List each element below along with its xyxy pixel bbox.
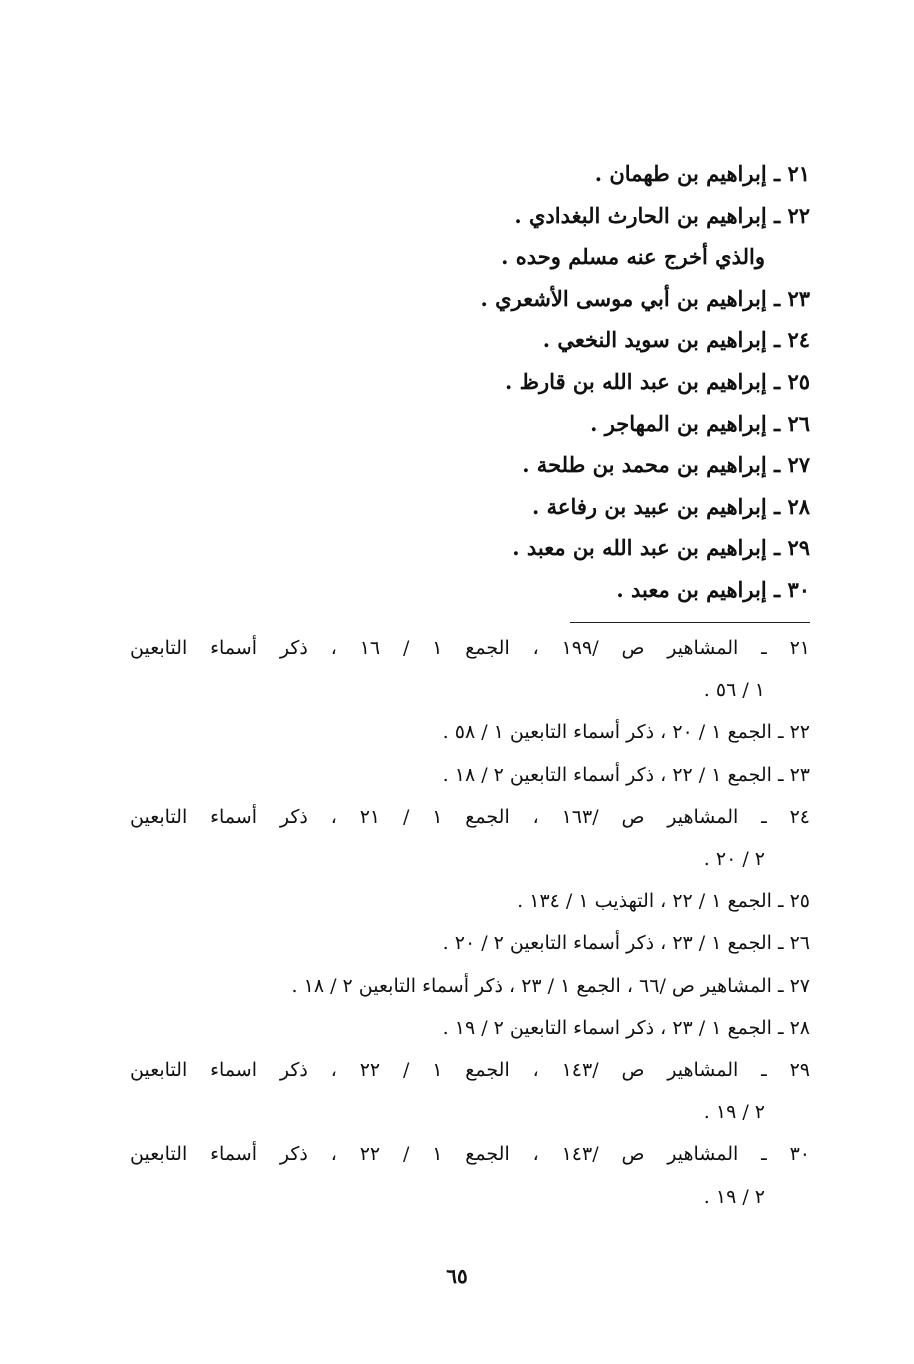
narrator-list (250, 153, 810, 611)
footnote-28: ٢٨ ـ الجمع ١ / ٢٣ ، ذكر اسماء التابعين ٢ / ١٩ . (442, 1016, 810, 1039)
footnote-25: ٢٥ ـ الجمع ١ / ٢٢ ، التهذيب ١ / ١٣٤ . (517, 890, 810, 913)
footnote-30: ٣٠ ـ المشاهير ص /١٤٣ ، الجمع ١ / ٢٢ ، ذكر أسماء التابعين (130, 1143, 810, 1166)
entry-22: ٢٢ ـ إبراهيم بن الحارث البغدادي . (514, 202, 810, 228)
entry-28: ٢٨ ـ إبراهيم بن عبيد بن رفاعة . (532, 493, 810, 519)
footnote-21-cont: ١ / ٥٦ . (703, 679, 765, 702)
footnote-divider (570, 622, 810, 623)
footnote-23: ٢٣ ـ الجمع ١ / ٢٢ ، ذكر أسماء التابعين ٢ / ١٨ . (442, 763, 810, 786)
footnote-29-cont: ٢ / ١٩ . (703, 1101, 765, 1124)
footnote-24: ٢٤ ـ المشاهير ص /١٦٣ ، الجمع ١ / ٢١ ، ذكر أسماء التابعين (130, 805, 810, 828)
entry-26: ٢٦ ـ إبراهيم بن المهاجر . (590, 410, 810, 436)
entry-21: ٢١ ـ إبراهيم بن طهمان . (594, 161, 810, 186)
entry-29: ٢٩ ـ إبراهيم بن عبد الله بن معبد . (512, 535, 810, 561)
entry-note: والذي أخرج عنه مسلم وحده . (501, 244, 765, 270)
entry-25: ٢٥ ـ إبراهيم بن عبد الله بن قارظ . (505, 368, 810, 394)
entry-24: ٢٤ ـ إبراهيم بن سويد النخعي . (542, 327, 810, 353)
entry-27: ٢٧ ـ إبراهيم بن محمد بن طلحة . (522, 452, 810, 478)
footnote-24-cont: ٢ / ٢٠ . (703, 848, 765, 871)
footnotes (130, 627, 810, 1218)
entry-30: ٣٠ ـ إبراهيم بن معبد . (616, 576, 810, 602)
footnote-21: ٢١ ـ المشاهير ص /١٩٩ ، الجمع ١ / ١٦ ، ذكر أسماء التابعين (130, 637, 810, 659)
entry-23: ٢٣ ـ إبراهيم بن أبي موسى الأشعري . (480, 285, 810, 311)
page-number: ٦٥ (446, 1264, 468, 1288)
footnote-22: ٢٢ ـ الجمع ١ / ٢٠ ، ذكر أسماء التابعين ١ / ٥٨ . (442, 721, 810, 744)
footnote-26: ٢٦ ـ الجمع ١ / ٢٣ ، ذكر أسماء التابعين ٢ / ٢٠ . (442, 932, 810, 955)
footnote-27: ٢٧ ـ المشاهير ص /٦٦ ، الجمع ١ / ٢٣ ، ذكر أسماء التابعين ٢ / ١٨ . (291, 974, 810, 997)
footnote-30-cont: ٢ / ١٩ . (703, 1185, 765, 1208)
footnote-29: ٢٩ ـ المشاهير ص /١٤٣ ، الجمع ١ / ٢٢ ، ذكر اسماء التابعين (130, 1059, 810, 1082)
